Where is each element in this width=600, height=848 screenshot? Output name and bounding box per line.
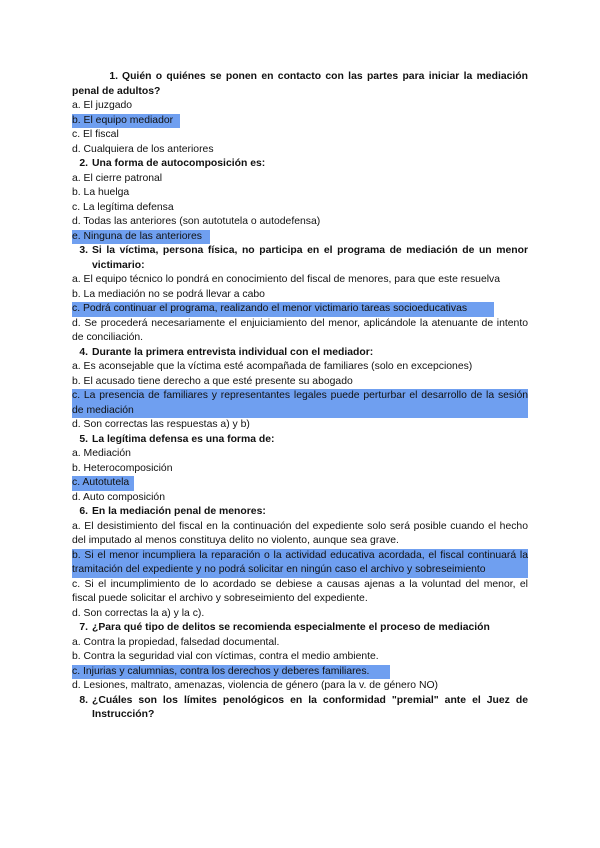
question-number: 7.	[79, 622, 88, 633]
question-text: Una forma de autocomposición es:	[92, 158, 266, 169]
answer-option: a. Mediación	[72, 448, 131, 459]
answer-option: d. Auto composición	[72, 491, 165, 503]
question-7	[72, 621, 528, 636]
answer-option-highlighted	[72, 476, 134, 491]
question-8	[72, 694, 528, 723]
answer-option: d. Son correctas la a) y la c).	[72, 607, 205, 619]
answer-option-text: c. Injurias y calumnias, contra los derechos y deberes familiares.	[72, 665, 370, 677]
answer-option: d. Se procederá necesariamente el enjuiciamiento del menor, aplicándole la atenuante de intento de conciliación.	[72, 317, 528, 343]
answer-option: c. El fiscal	[72, 129, 119, 140]
question-3	[72, 244, 528, 273]
question-text: Quién o quiénes se ponen en contacto con las partes para iniciar la mediación penal de adultos?	[72, 71, 528, 97]
answer-option-text: c. Autotutela	[72, 477, 130, 488]
answer-option: b. La huelga	[72, 187, 130, 198]
question-number: 8.	[79, 694, 88, 706]
answer-option-highlighted	[72, 665, 390, 680]
answer-option: c. Si el incumplimiento de lo acordado se debiese a causas ajenas a la voluntad del menor, el fiscal puede solicitar el archivo y sobreseimiento del expediente.	[72, 578, 528, 604]
answer-option-highlighted	[72, 302, 494, 317]
answer-option-text: b. El equipo mediador	[72, 114, 174, 126]
answer-option: d. Todas las anteriores (son autotutela o autodefensa)	[72, 216, 321, 227]
question-text: En la mediación penal de menores:	[92, 506, 266, 517]
question-number: 5.	[79, 433, 88, 445]
answer-option: a. El juzgado	[72, 100, 133, 111]
question-4	[72, 346, 528, 361]
answer-option: a. El cierre patronal	[72, 172, 163, 184]
document-body	[72, 70, 528, 723]
answer-option: d. Son correctas las respuestas a) y b)	[72, 419, 250, 430]
answer-option: b. Heterocomposición	[72, 462, 173, 474]
answer-option-highlighted: b. Si el menor incumpliera la reparación o la actividad educativa acordada, el fiscal continuará la tramitación del expediente y no podrá solicitar en ningún caso el archivo y sobreseimiento	[72, 549, 528, 578]
question-text: Durante la primera entrevista individual con el mediador:	[92, 346, 374, 358]
answer-option: b. Contra la seguridad vial con víctimas, contra el medio ambiente.	[72, 651, 379, 662]
question-text: ¿Para qué tipo de delitos se recomienda especialmente el proceso de mediación	[92, 622, 490, 633]
answer-option: d. Lesiones, maltrato, amenazas, violencia de género (para la v. de género NO)	[72, 680, 438, 691]
question-text: Si la víctima, persona física, no participa en el programa de mediación de un menor victimario:	[92, 245, 528, 271]
answer-option: a. El desistimiento del fiscal en la continuación del expediente solo será posible cuando el hecho del imputado al menos constituya delito no violento, aunque sea grave.	[72, 520, 528, 546]
answer-option: b. La mediación no se podrá llevar a cabo	[72, 288, 265, 300]
question-2	[72, 157, 528, 172]
question-6	[72, 505, 528, 520]
answer-option-text: e. Ninguna de las anteriores	[72, 230, 202, 242]
question-text: ¿Cuáles son los límites penológicos en la conformidad "premial" ante el Juez de Instrucción?	[92, 694, 528, 720]
answer-option: a. Es aconsejable que la víctima esté acompañada de familiares (solo en excepciones)	[72, 361, 473, 372]
answer-option: c. La legítima defensa	[72, 201, 174, 213]
answer-option: a. El equipo técnico lo pondrá en conocimiento del fiscal de menores, para que este resuelva	[72, 274, 501, 285]
answer-option-highlighted	[72, 114, 180, 129]
answer-option-highlighted: c. La presencia de familiares y representantes legales puede perturbar el desarrollo de la sesión de mediación	[72, 389, 528, 418]
answer-option: a. Contra la propiedad, falsedad documental.	[72, 636, 280, 648]
question-5	[72, 433, 528, 448]
answer-option: d. Cualquiera de los anteriores	[72, 143, 214, 155]
question-1	[72, 70, 528, 99]
answer-option-text: c. Podrá continuar el programa, realizando el menor victimario tareas socioeducativas	[72, 303, 468, 314]
question-number: 2.	[79, 158, 88, 169]
answer-option-highlighted	[72, 230, 210, 245]
question-number: 6.	[79, 506, 88, 517]
question-text: La legítima defensa es una forma de:	[92, 433, 275, 445]
question-number: 3.	[79, 245, 88, 256]
question-number: 4.	[79, 346, 88, 358]
question-number: 1.	[109, 71, 118, 82]
answer-option: b. El acusado tiene derecho a que esté presente su abogado	[72, 375, 353, 387]
